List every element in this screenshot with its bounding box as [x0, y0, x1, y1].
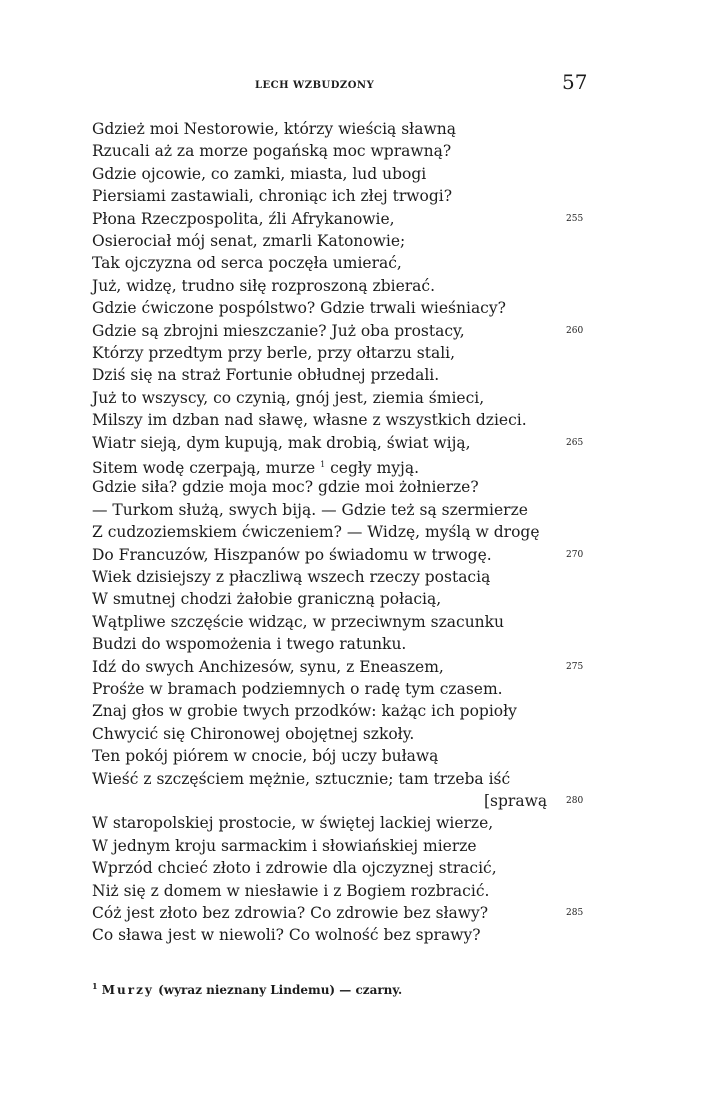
- poem-line: [0, 835, 720, 857]
- poem-line: [0, 320, 720, 342]
- poem-line: [0, 163, 720, 185]
- poem-line-text: Płona Rzeczpospolita, źli Afrykanowie,: [92, 209, 395, 228]
- footnote-marker: 1: [92, 981, 98, 991]
- poem-line: [0, 454, 720, 476]
- poem-line-text: Dziś się na straż Fortunie obłudnej przedali.: [92, 366, 440, 385]
- footnote-reference: 1: [320, 460, 326, 469]
- line-number: 280: [566, 796, 584, 806]
- poem-line: [0, 611, 720, 633]
- poem-line: [0, 768, 720, 790]
- poem-line-text: Z cudzoziemskiem ćwiczeniem? — Widzę, myślą w drogę: [92, 523, 540, 542]
- poem-line: [0, 588, 720, 610]
- poem-line: [0, 252, 720, 274]
- footnote-term: Murzy: [101, 983, 154, 997]
- poem-line: [0, 790, 720, 812]
- poem-line: [0, 409, 720, 431]
- poem-line-text: Cóż jest złoto bez zdrowia? Co zdrowie bez sławy?: [92, 904, 489, 922]
- poem-line-text: Rzucali aż za morze pogańską moc wprawną?: [92, 142, 452, 161]
- poem-line-text: W smutnej chodzi żałobie graniczną połacią,: [92, 590, 442, 609]
- poem-line-text: Już, widzę, trudno siłę rozproszoną zbierać.: [92, 276, 436, 295]
- poem-line-text: Gdzie siła? gdzie moja moc? gdzie moi żołnierze?: [92, 478, 479, 497]
- poem-line-text: Co sława jest w niewoli? Co wolność bez sprawy?: [92, 926, 481, 945]
- poem-line: [0, 678, 720, 700]
- poem-line: [0, 342, 720, 364]
- page-number: 57: [562, 70, 588, 94]
- poem-line: [0, 208, 720, 230]
- line-number: 275: [566, 661, 584, 672]
- poem-line-text: — Turkom służą, swych biją. — Gdzie też są szermierze: [92, 500, 528, 519]
- poem-line-text: Wprzód chcieć złoto i zdrowie dla ojczyznej stracić,: [92, 859, 497, 878]
- poem-line: [0, 902, 720, 924]
- poem-line-text: Gdzież moi Nestorowie, którzy wieścią sławną: [92, 120, 456, 138]
- poem-line-text: W jednym kroju sarmackim i słowiańskiej mierze: [92, 836, 477, 855]
- poem-line-text: Osierociał mój senat, zmarli Katonowie;: [92, 232, 406, 250]
- poem-line: [0, 387, 720, 409]
- poem-line: [0, 700, 720, 722]
- poem-line: [0, 723, 720, 745]
- poem-line: [0, 118, 720, 140]
- poem-line-text-with-ref: [92, 454, 419, 479]
- poem-line-text: Budzi do wspomożenia i twego ratunku.: [92, 635, 407, 654]
- poem-line: [0, 544, 720, 566]
- poem-line-text: Piersiami zastawiali, chroniąc ich złej trwogi?: [92, 187, 453, 206]
- poem-line: [0, 476, 720, 498]
- footnote-text: (wyraz nieznany Lindemu) — czarny.: [153, 983, 403, 997]
- poem-line-text: Prośże w bramach podziemnych o radę tym czasem.: [92, 680, 503, 698]
- poem-line: [0, 185, 720, 207]
- line-number: 260: [566, 325, 584, 336]
- poem-line-text: Chwycić się Chironowej obojętnej szkoły.: [92, 724, 415, 743]
- poem-line-text: Znaj głos w grobie twych przodków: każąc ich popioły: [92, 702, 517, 721]
- poem-line: [0, 924, 720, 946]
- poem-line-text: Którzy przedtym przy berle, przy ołtarzu stali,: [92, 344, 456, 362]
- line-number: 285: [566, 908, 584, 918]
- poem-line: [0, 432, 720, 454]
- poem-line-text: W staropolskiej prostocie, w świętej lackiej wierze,: [92, 814, 494, 833]
- poem-line: [0, 364, 720, 386]
- poem-line-text: Gdzie są zbrojni mieszczanie? Już oba prostacy,: [92, 321, 465, 340]
- poem-line: [0, 297, 720, 319]
- poem-line-text: Niż się z domem w niesławie i z Bogiem rozbracić.: [92, 881, 490, 900]
- poem-line-text: Gdzie ćwiczone pospólstwo? Gdzie trwali wieśniacy?: [92, 299, 506, 318]
- poem-line: [0, 275, 720, 297]
- poem-line: [0, 656, 720, 678]
- poem-line: [0, 880, 720, 902]
- line-number: 265: [566, 437, 584, 448]
- poem-line-part: cegły myją.: [325, 459, 420, 478]
- line-number: 255: [566, 213, 584, 224]
- poem-line-text: Tak ojczyzna od serca poczęła umierać,: [92, 254, 402, 273]
- poem-line-text: Do Francuzów, Hiszpanów po świadomu w trwogę.: [92, 545, 492, 564]
- poem-line: [0, 521, 720, 543]
- running-title: LECH WZBUDZONY: [255, 80, 375, 91]
- poem-line: [0, 230, 720, 252]
- poem-line: [0, 140, 720, 162]
- poem-line-text: [sprawą: [484, 792, 548, 810]
- poem-line: [0, 812, 720, 834]
- poem-line-text: Wiatr sieją, dym kupują, mak drobią, świat wiją,: [92, 433, 471, 452]
- footnote: [92, 981, 402, 997]
- poem-line: [0, 745, 720, 767]
- poem-line-part: Sitem wodę czerpają, murze: [92, 459, 316, 478]
- poem-line: [0, 566, 720, 588]
- poem-line: [0, 857, 720, 879]
- poem-line-text: Już to wszyscy, co czynią, gnój jest, ziemia śmieci,: [92, 388, 485, 407]
- poem-line-text: Wątpliwe szczęście widząc, w przeciwnym szacunku: [92, 612, 505, 631]
- line-number: 270: [566, 549, 584, 560]
- poem-line-text: Gdzie ojcowie, co zamki, miasta, lud ubogi: [92, 164, 427, 183]
- poem-line-text: Wiek dzisiejszy z płaczliwą wszech rzeczy postacią: [92, 568, 491, 586]
- poem-line-text: Wieść z szczęściem mężnie, sztucznie; tam trzeba iść: [92, 769, 511, 788]
- poem-line-text: Idź do swych Anchizesów, synu, z Eneaszem,: [92, 657, 444, 676]
- poem-line: [0, 633, 720, 655]
- poem-line-text: Ten pokój piórem w cnocie, bój uczy buławą: [92, 747, 439, 766]
- poem-line: [0, 499, 720, 521]
- poem-line-text: Milszy im dzban nad sławę, własne z wszystkich dzieci.: [92, 411, 527, 430]
